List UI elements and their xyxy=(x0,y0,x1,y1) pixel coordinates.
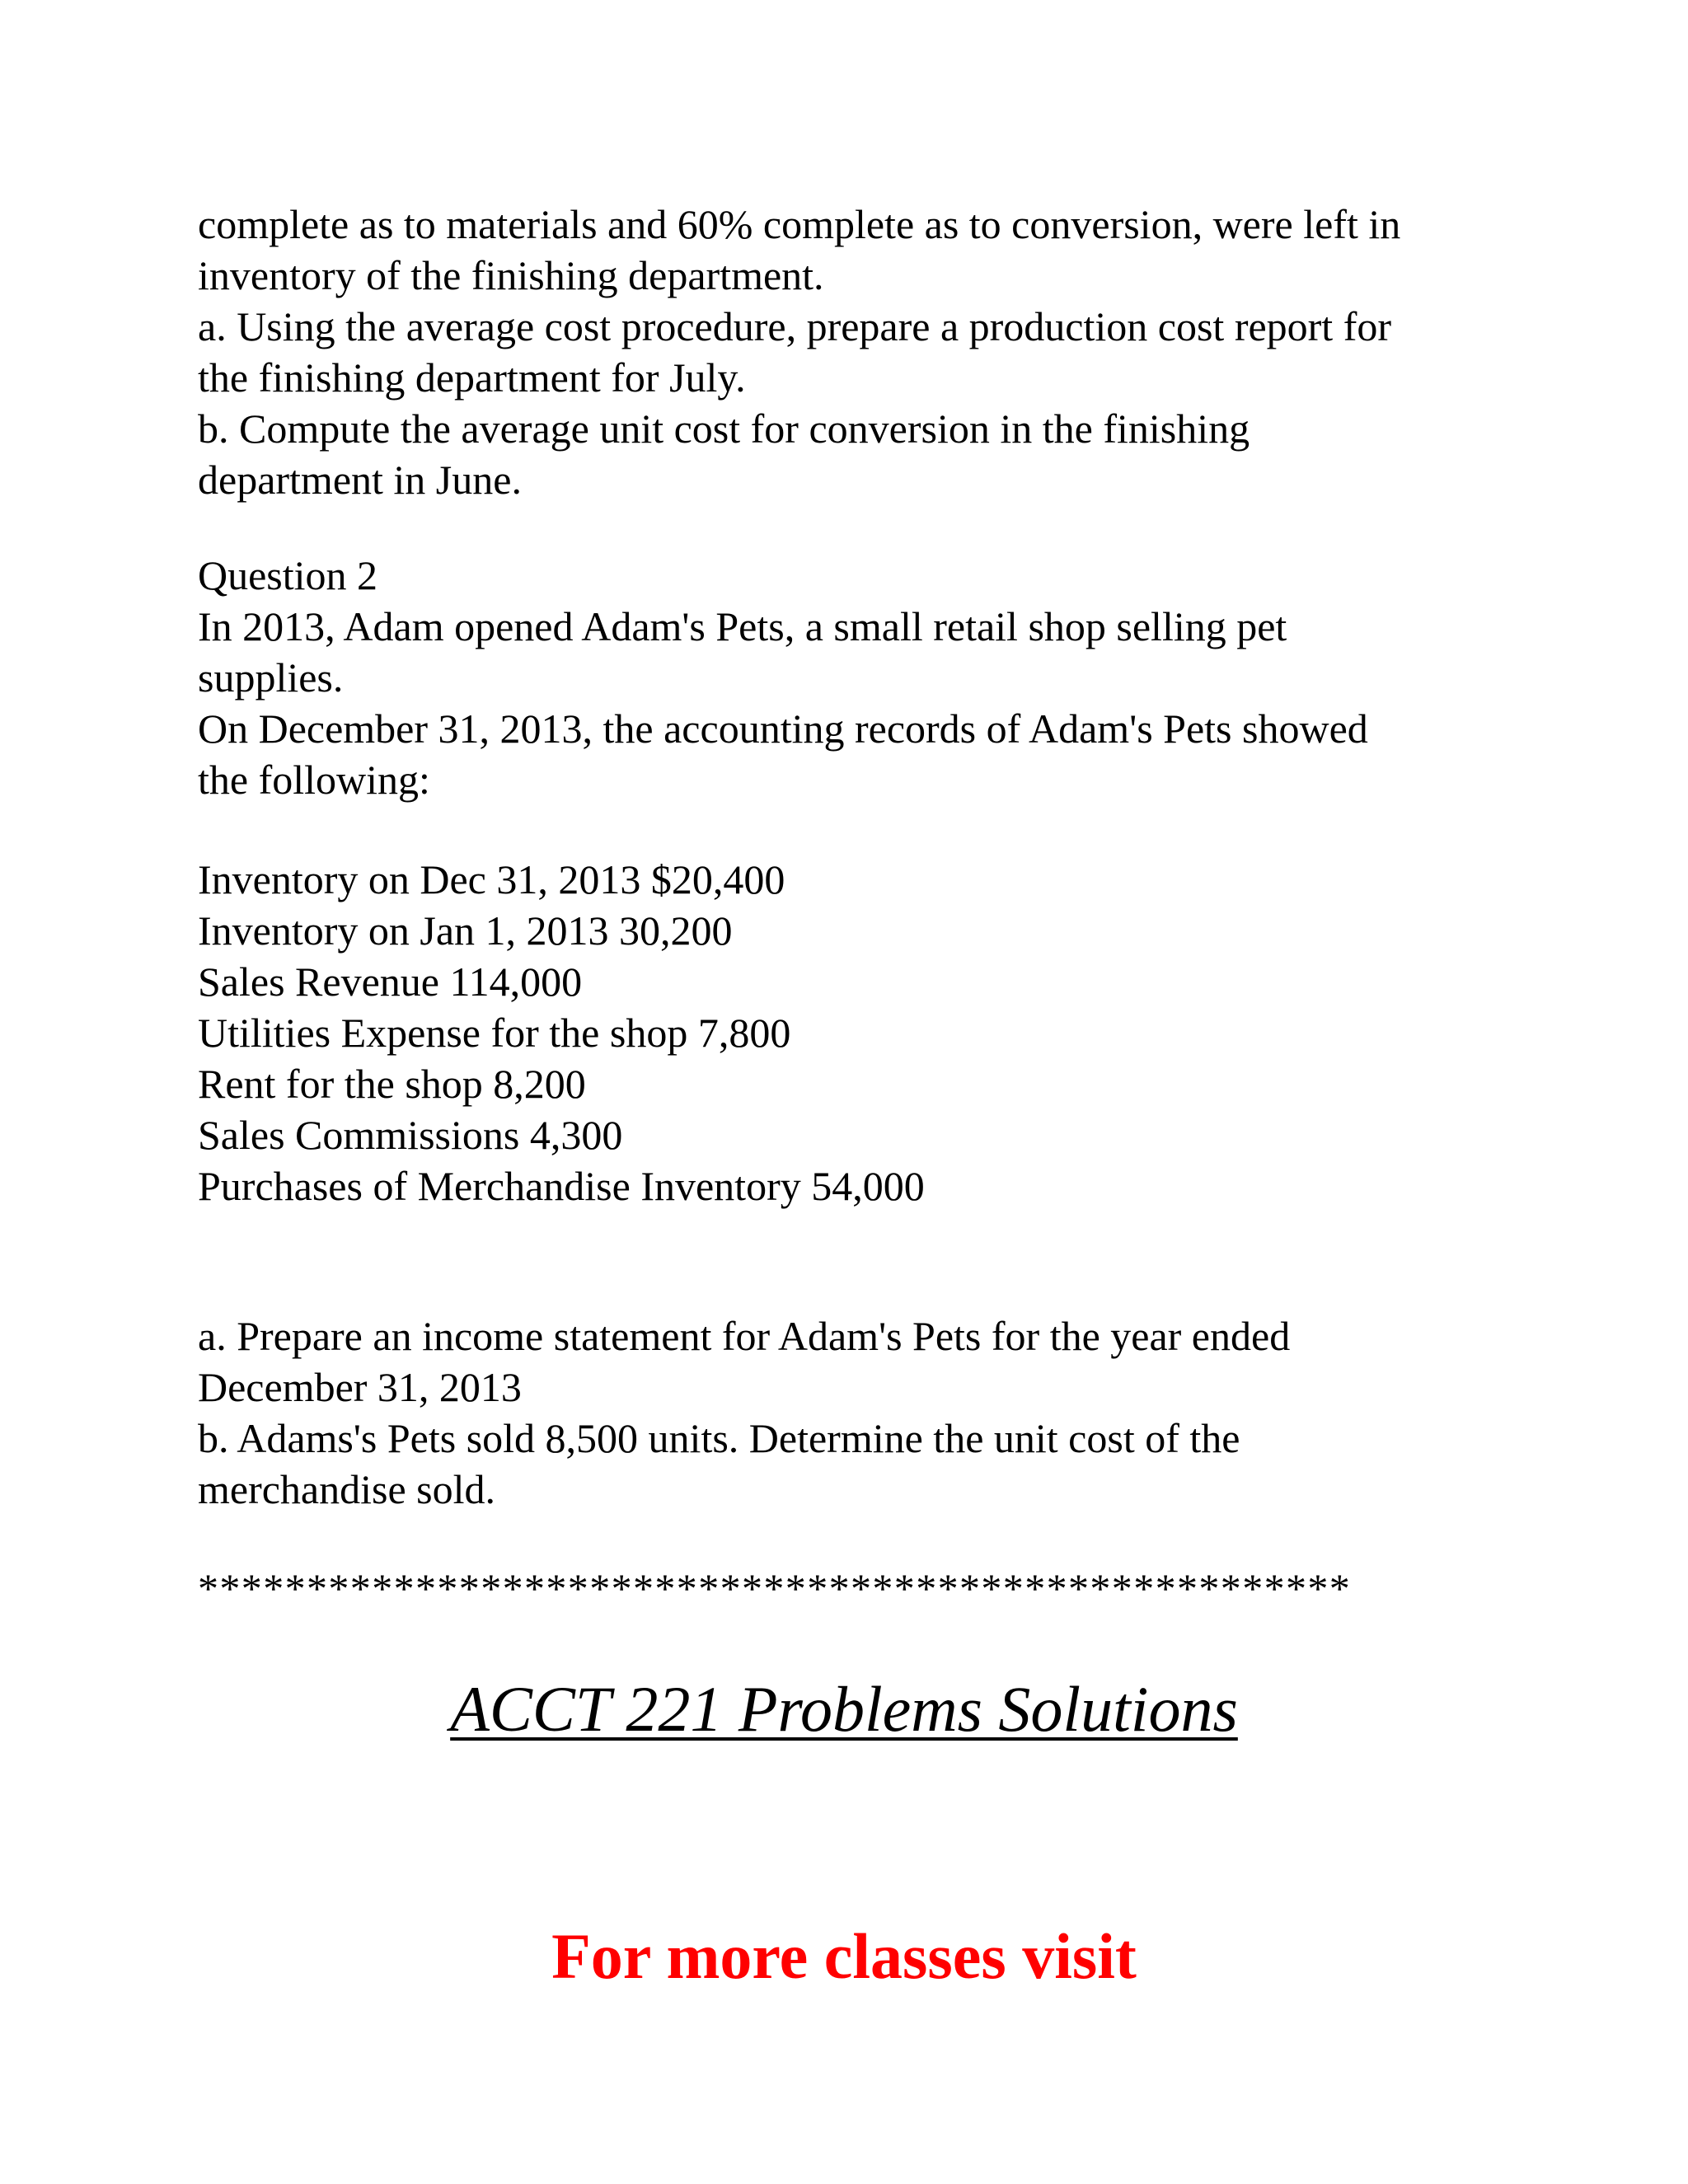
task-line: merchandise sold. xyxy=(198,1466,496,1512)
asterisk-separator: ***************************************************** xyxy=(198,1565,1352,1611)
intro-line: inventory of the finishing department. xyxy=(198,252,824,298)
intro-line: complete as to materials and 60% complete as to conversion, were left in xyxy=(198,201,1401,247)
question-2-section xyxy=(198,550,1550,805)
task-a-line: the finishing department for July. xyxy=(198,354,746,401)
task-a-line: a. Using the average cost procedure, prepare a production cost report for xyxy=(198,303,1391,349)
question-heading: Question 2 xyxy=(198,552,378,598)
accounting-records-list xyxy=(198,854,1550,1212)
question-line: supplies. xyxy=(198,654,344,701)
record-item: Purchases of Merchandise Inventory 54,000 xyxy=(198,1163,925,1209)
task-b-line: b. Compute the average unit cost for conversion in the finishing xyxy=(198,405,1250,452)
record-item: Rent for the shop 8,200 xyxy=(198,1061,586,1107)
solutions-title: ACCT 221 Problems Solutions xyxy=(450,1673,1238,1745)
question-line: the following: xyxy=(198,757,430,803)
question-line: On December 31, 2013, the accounting records of Adam's Pets showed xyxy=(198,705,1368,752)
task-b-line: department in June. xyxy=(198,457,522,503)
intro-paragraph xyxy=(198,199,1550,505)
task-line: December 31, 2013 xyxy=(198,1364,522,1410)
record-item: Utilities Expense for the shop 7,800 xyxy=(198,1010,791,1056)
record-item: Inventory on Jan 1, 2013 30,200 xyxy=(198,907,733,954)
task-line: b. Adams's Pets sold 8,500 units. Determine the unit cost of the xyxy=(198,1415,1240,1461)
record-item: Inventory on Dec 31, 2013 $20,400 xyxy=(198,856,785,902)
record-item: Sales Commissions 4,300 xyxy=(198,1112,623,1158)
record-item: Sales Revenue 114,000 xyxy=(198,958,583,1005)
question-2-tasks xyxy=(198,1310,1550,1515)
visit-promo-text: For more classes visit xyxy=(551,1920,1137,1992)
task-line: a. Prepare an income statement for Adam's Pets for the year ended xyxy=(198,1313,1291,1359)
question-line: In 2013, Adam opened Adam's Pets, a small retail shop selling pet xyxy=(198,603,1287,649)
